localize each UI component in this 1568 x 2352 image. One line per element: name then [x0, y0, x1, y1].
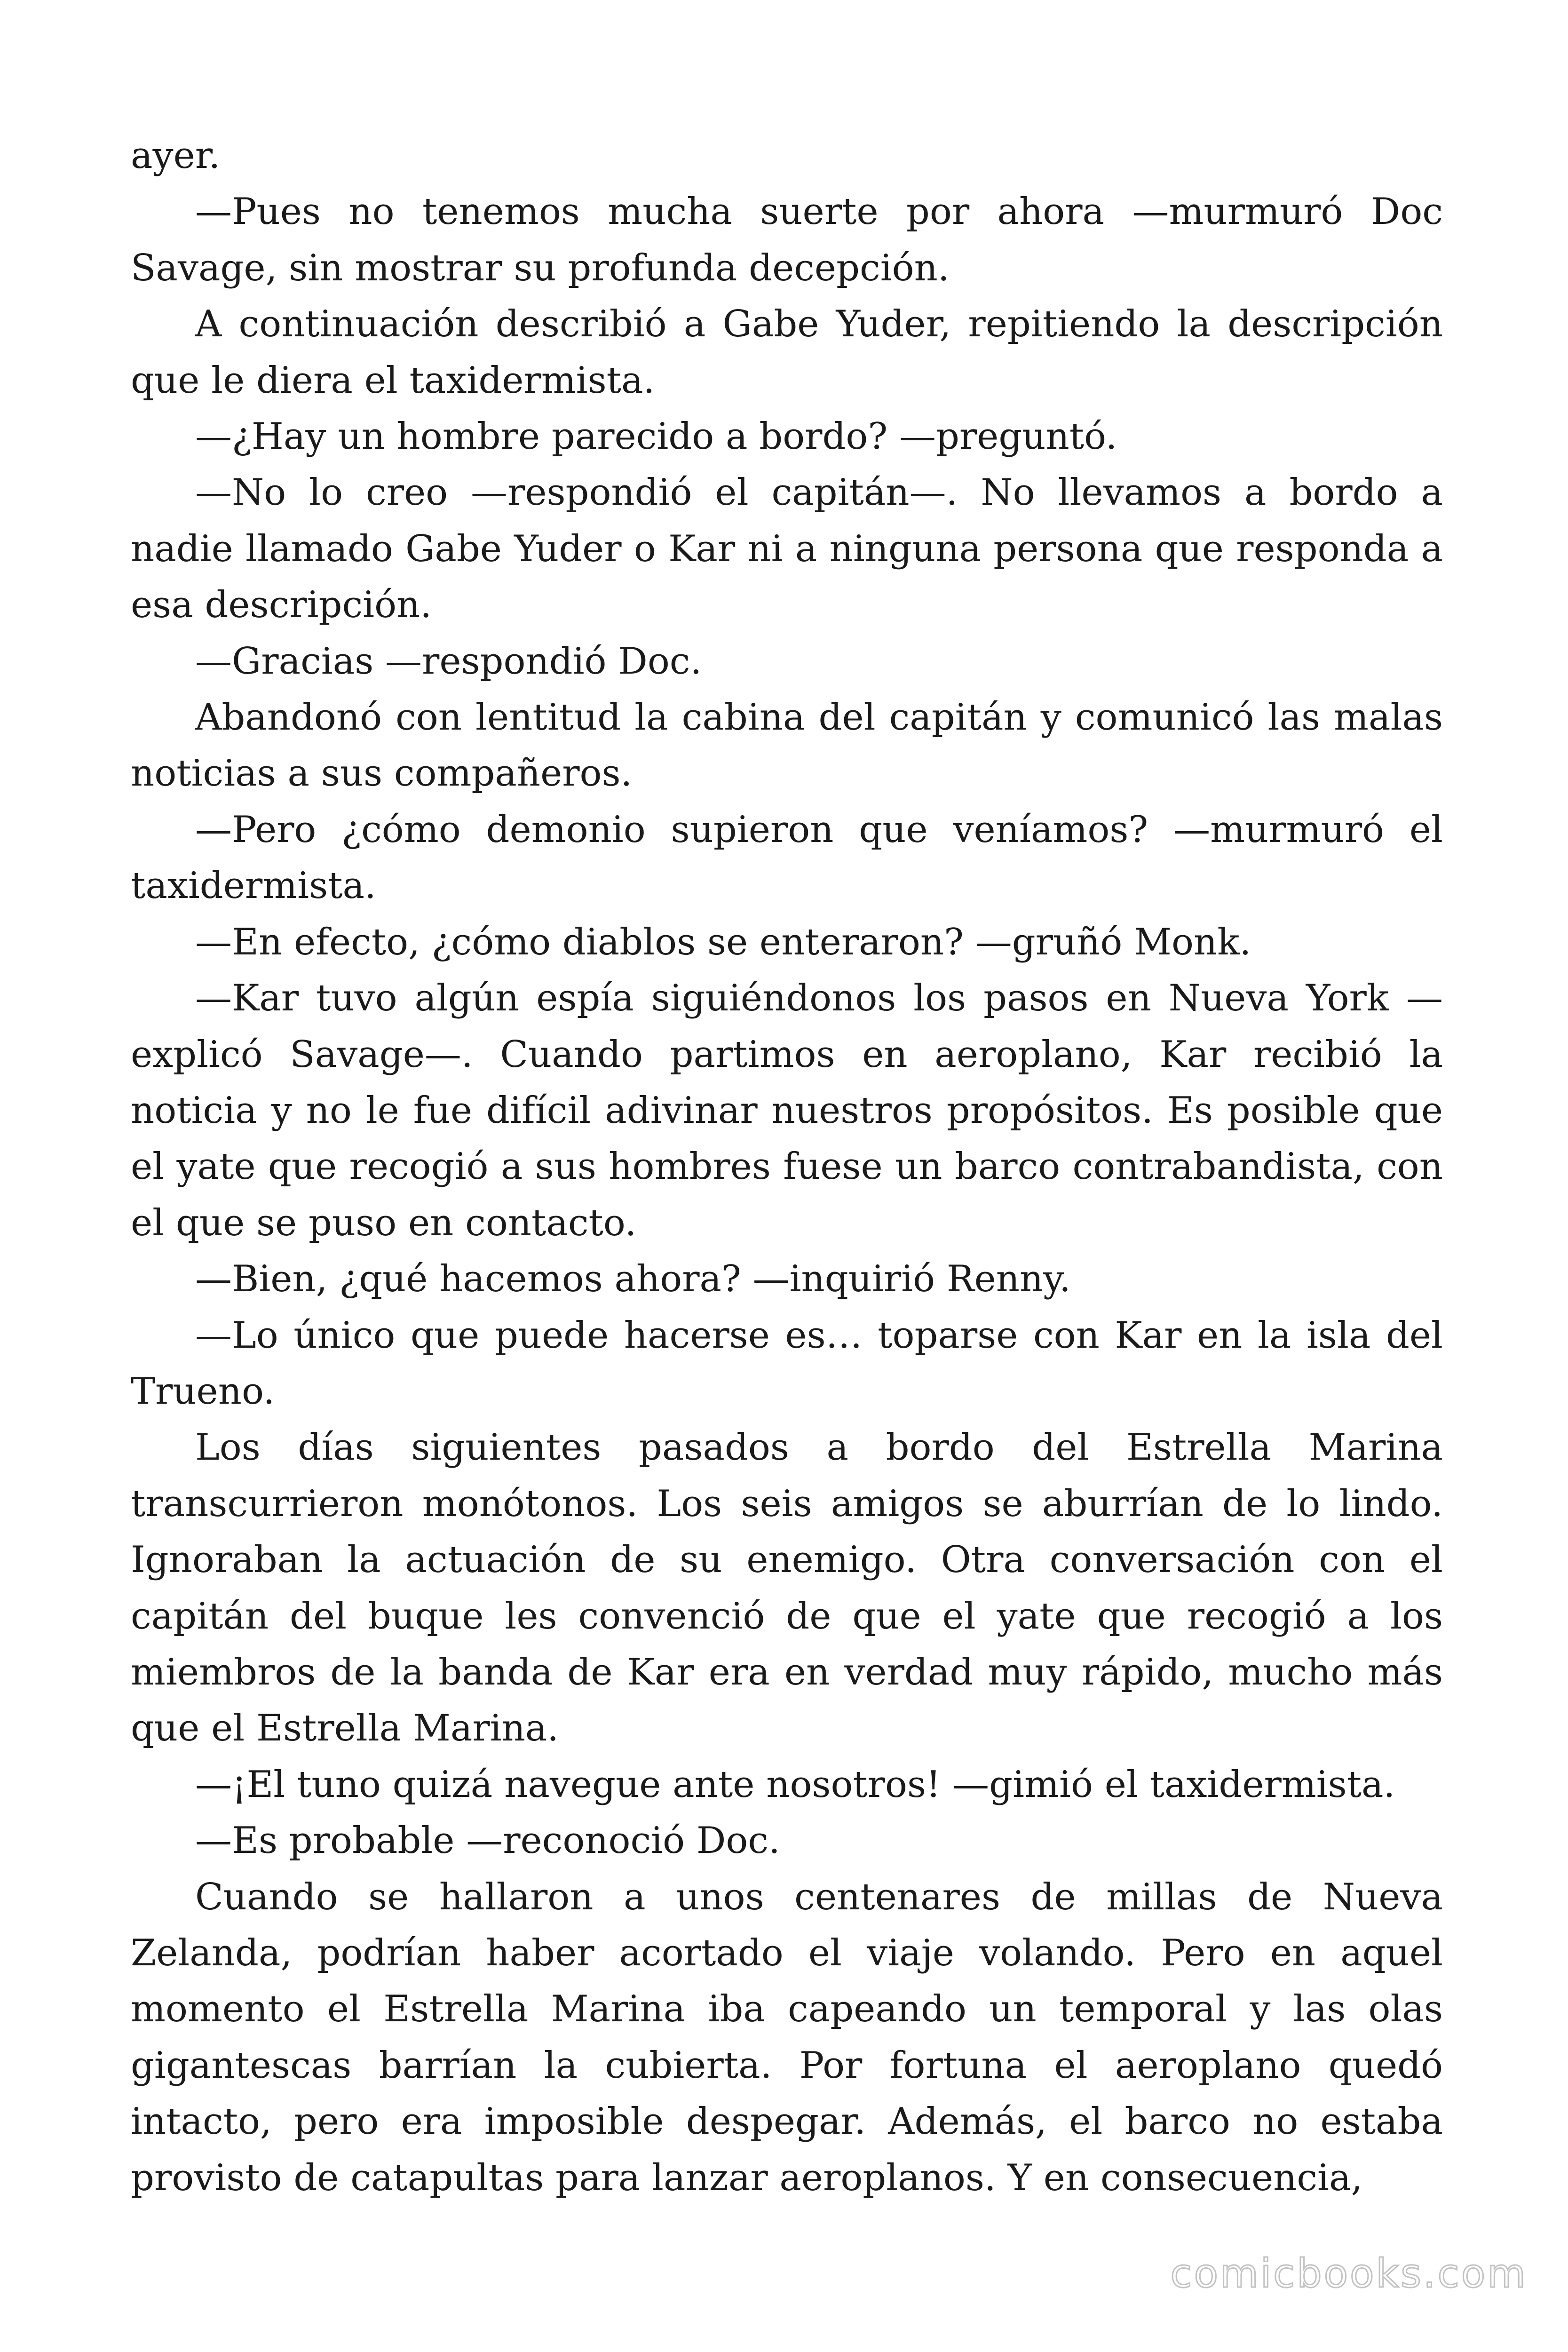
paragraph-continuation: ayer. — [131, 135, 221, 177]
paragraph: —Bien, ¿qué hacemos ahora? —inquirió Renny. — [195, 1258, 1071, 1301]
paragraph: Los días siguientes pasados a bordo del Estrella Marina transcurrieron monótonos. Los seis amigos se aburrían de lo lindo. Ignoraban la actuación de su enemigo. Otra conversación con el capitán del buque les convenció de que el yate que recogió a los miembros de la banda de Kar era en verdad muy rápido, mucho más que el Estrella Marina. — [131, 1426, 1443, 1750]
paragraph: Abandonó con lentitud la cabina del capitán y comunicó las malas noticias a sus compañeros. — [131, 696, 1443, 795]
paragraph: —Es probable —reconoció Doc. — [195, 1820, 780, 1862]
paragraph: —Kar tuvo algún espía siguiéndonos los pasos en Nueva York —explicó Savage—. Cuando partimos en aeroplano, Kar recibió la noticia y no le fue difícil adivinar nuestros propósitos. Es posible que el yate que recogió a sus hombres fuese un barco contrabandista, con el que se puso en contacto. — [131, 977, 1443, 1244]
paragraph: —Pues no tenemos mucha suerte por ahora —murmuró Doc Savage, sin mostrar su profunda decepción. — [131, 191, 1443, 289]
paragraph: —Lo único que puede hacerse es… toparse con Kar en la isla del Trueno. — [131, 1314, 1443, 1413]
paragraph: A continuación describió a Gabe Yuder, repitiendo la descripción que le diera el taxidermista. — [131, 303, 1443, 402]
paragraph: —Pero ¿cómo demonio supieron que veníamos? —murmuró el taxidermista. — [131, 808, 1443, 907]
paragraph: —¿Hay un hombre parecido a bordo? —preguntó. — [195, 415, 1117, 458]
paragraph: Cuando se hallaron a unos centenares de millas de Nueva Zelanda, podrían haber acortado el viaje volando. Pero en aquel momento el Estrella Marina iba capeando un temporal y las olas gigantescas barrían la cubierta. Por fortuna el aeroplano quedó intacto, pero era imposible despegar. Además, el barco no estaba provisto de catapultas para lanzar aeroplanos. Y en consecuencia, — [131, 1875, 1443, 2199]
watermark-text: comicbooks.com — [1170, 2250, 1528, 2296]
paragraph: —No lo creo —respondió el capitán—. No llevamos a bordo a nadie llamado Gabe Yuder o Kar ni a ninguna persona que responda a esa descripción. — [131, 471, 1443, 627]
page-text — [131, 128, 1443, 2206]
paragraph: —¡El tuno quizá navegue ante nosotros! —gimió el taxidermista. — [195, 1763, 1395, 1806]
paragraph: —En efecto, ¿cómo diablos se enteraron? —gruñó Monk. — [195, 921, 1251, 963]
paragraph: —Gracias —respondió Doc. — [195, 640, 702, 683]
